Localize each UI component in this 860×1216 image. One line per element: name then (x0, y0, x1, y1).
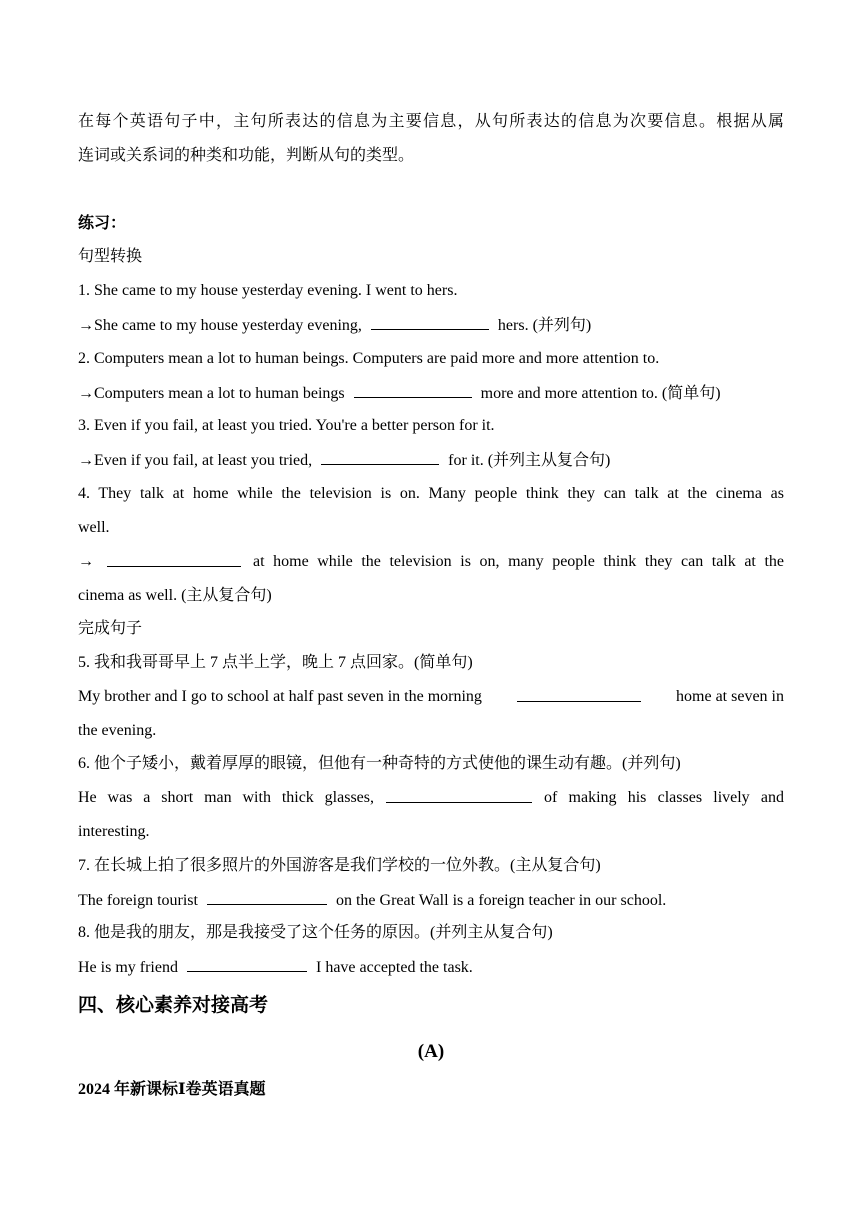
question-8-before: He is my friend (78, 959, 178, 976)
question-6-after: of making his classes lively and (544, 789, 784, 806)
answer-2 (78, 383, 784, 404)
question-6-before: He was a short man with thick glasses, (78, 789, 374, 806)
answer-blank-8[interactable] (187, 957, 307, 972)
section-4-heading: 四、核心素养对接高考 (78, 995, 269, 1016)
question-8-after: I have accepted the task. (315, 959, 473, 976)
question-3: 3. Even if you fail, at least you tried. You're a better person for it. (78, 417, 495, 434)
answer-blank-5[interactable] (517, 687, 641, 702)
answer-4-arrow: → (78, 553, 94, 570)
answer-blank-6[interactable] (386, 788, 532, 803)
question-7-after: on the Great Wall is a foreign teacher in our school. (335, 892, 667, 909)
answer-3-after: for it. (并列主从复合句) (448, 452, 611, 469)
question-5-english-line-2: the evening. (78, 722, 157, 739)
answer-2-after: more and more attention to. (简单句) (480, 385, 721, 402)
answer-2-before: →Computers mean a lot to human beings (78, 385, 345, 402)
question-6-chinese: 6. 他个子矮小，戴着厚厚的眼镜，但他有一种奇特的方式使他的课生动有趣。(并列句) (78, 755, 681, 772)
answer-1-after: hers. (并列句) (497, 317, 592, 334)
question-6-english-line-2: interesting. (78, 823, 150, 840)
answer-4-line-1 (78, 552, 784, 572)
question-7-before: The foreign tourist (78, 892, 198, 909)
question-1: 1. She came to my house yesterday evening. I went to hers. (78, 282, 458, 299)
question-8-english (78, 957, 784, 978)
intro-line-1: 在每个英语句子中，主句所表达的信息为主要信息，从句所表达的信息为次要信息。根据从属 (78, 113, 784, 130)
question-5-after: home at seven in (676, 688, 784, 705)
answer-1-before: →She came to my house yesterday evening, (78, 317, 362, 334)
question-7-chinese: 7. 在长城上拍了很多照片的外国游客是我们学校的一位外教。(主从复合句) (78, 857, 601, 874)
answer-blank-3[interactable] (321, 450, 439, 465)
answer-4-line-2: cinema as well. (主从复合句) (78, 587, 272, 604)
answer-3-before: →Even if you fail, at least you tried, (78, 452, 313, 469)
question-8-chinese: 8. 他是我的朋友，那是我接受了这个任务的原因。(并列主从复合句) (78, 924, 553, 941)
answer-3 (78, 450, 784, 471)
answer-blank-4[interactable] (107, 552, 241, 567)
question-5-before: My brother and I go to school at half past seven in the morning (78, 688, 482, 705)
question-2: 2. Computers mean a lot to human beings. Computers are paid more and more attention to. (78, 350, 660, 367)
section-title-complete-sentences: 完成句子 (78, 620, 143, 637)
question-6-english-line-1 (78, 788, 784, 808)
exam-source-title: 2024 年新课标Ⅰ卷英语真题 (78, 1081, 266, 1098)
answer-blank-7[interactable] (207, 890, 327, 905)
answer-1 (78, 315, 784, 336)
question-4-line-1: 4. They talk at home while the television is on. Many people think they can talk at the cinema as (78, 485, 784, 502)
section-title-sentence-transformation: 句型转换 (78, 248, 143, 265)
answer-blank-1[interactable] (371, 315, 489, 330)
answer-4-after: at home while the television is on, many people think they can talk at the (253, 553, 784, 570)
question-4-line-2: well. (78, 519, 110, 536)
section-4-subheading: (A) (417, 1041, 445, 1062)
answer-blank-2[interactable] (354, 383, 472, 398)
practice-heading: 练习： (78, 215, 127, 232)
question-7-english (78, 890, 784, 911)
question-5-chinese: 5. 我和我哥哥早上 7 点半上学，晚上 7 点回家。(简单句) (78, 654, 473, 671)
intro-line-2: 连词或关系词的种类和功能，判断从句的类型。 (78, 147, 415, 164)
question-5-english-line-1 (78, 687, 784, 707)
